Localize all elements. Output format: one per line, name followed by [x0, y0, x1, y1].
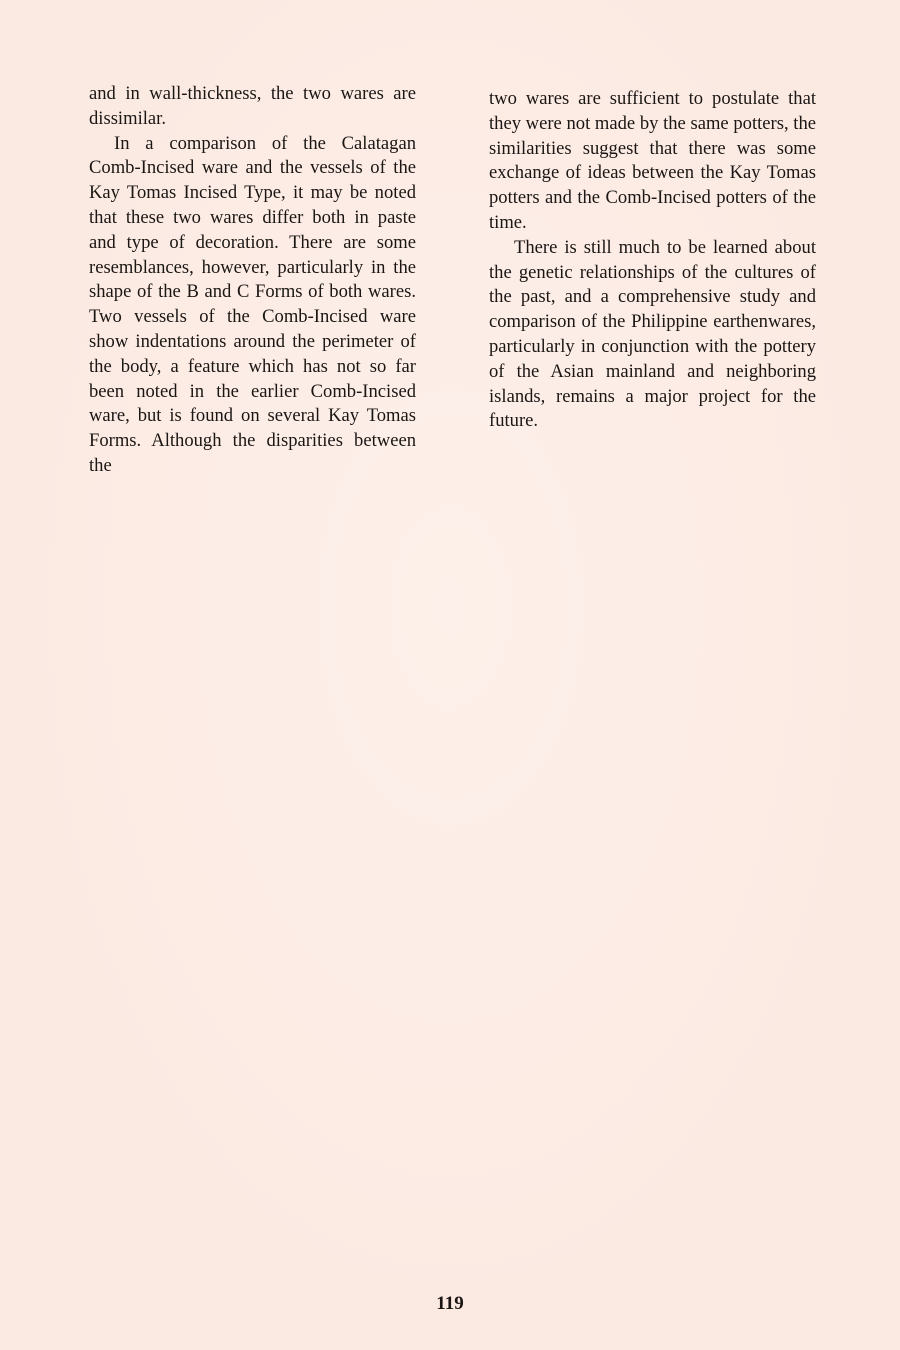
paragraph-disparities: two wares are sufficient to postulate that they were not made by the same potters, the similarities suggest that there was some exchange of ideas between the Kay Tomas potters and the Comb-Incised potters of the time. — [489, 88, 816, 233]
paragraph-continuation: and in wall-thickness, the two wares are dissimilar. — [89, 83, 416, 129]
left-text-column — [89, 82, 416, 479]
page-number: 119 — [436, 1293, 464, 1314]
paragraph-comparison: In a comparison of the Calatagan Comb-Incised ware and the vessels of the Kay Tomas Incised Type, it may be noted that these two wares differ both in paste and type of decoration. There are some resemblances, however, particularly in the shape of the B and C Forms of both wares. Two vessels of the Comb-Incised ware show indentations around the perimeter of the body, a feature which has not so far been noted in the earlier Comb-Incised ware, but is found on several Kay Tomas Forms. Although the disparities between the — [89, 132, 416, 476]
paragraph-future-study: There is still much to be learned about the genetic relationships of the cultures of the past, and a comprehensive study and comparison of the Philippine earthenwares, particularly in conjunction with the pottery of the Asian mainland and neighboring islands, remains a major project for the future. — [489, 236, 816, 432]
right-text-column — [489, 87, 816, 434]
